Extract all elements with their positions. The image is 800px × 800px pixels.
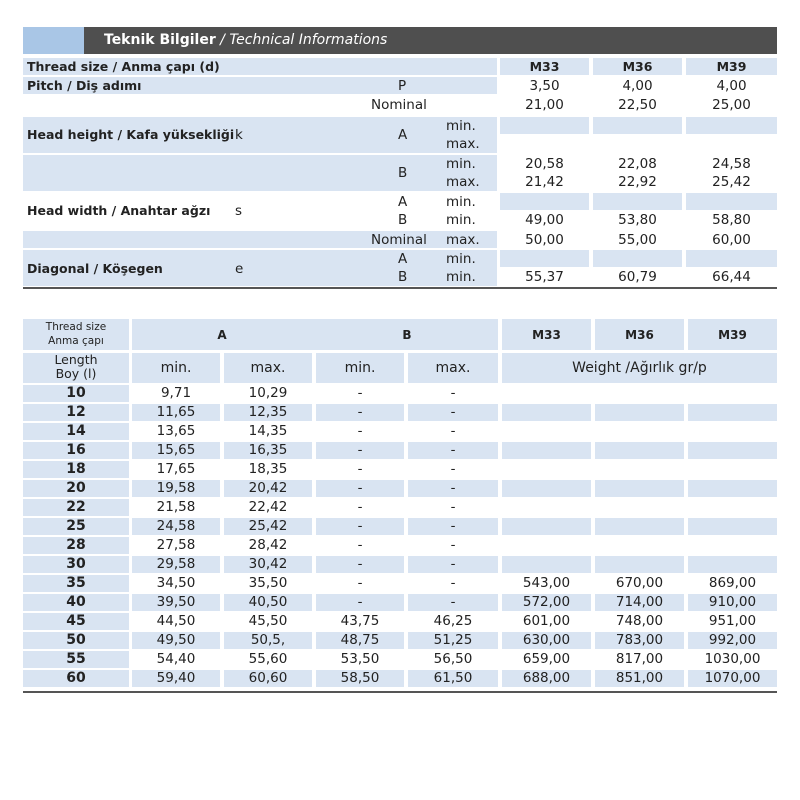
diagonal-label: Diagonal / Köşegen <box>27 261 163 276</box>
table-cell: 48,75 <box>340 632 380 648</box>
max-label: max. <box>446 232 480 248</box>
min-label: min. <box>446 212 476 228</box>
title-en: Technical Informations <box>229 32 388 48</box>
weight-header: Weight /Ağırlık gr/p <box>572 360 707 376</box>
cell-bg <box>688 442 777 459</box>
thread-size-header <box>23 320 129 348</box>
table-cell: - <box>357 537 363 553</box>
table-cell: - <box>357 575 363 591</box>
a-min-header: min. <box>160 360 192 376</box>
table-cell: 17,65 <box>156 461 196 477</box>
head-width-label: Head width / Anahtar ağzı <box>27 203 211 218</box>
table-cell: - <box>357 499 363 515</box>
table-cell: 851,00 <box>615 670 664 686</box>
table-cell: 783,00 <box>615 632 664 648</box>
table-cell: - <box>450 404 456 420</box>
table-cell: - <box>357 556 363 572</box>
table-cell: 29,58 <box>156 556 196 572</box>
length-text: Length <box>54 352 98 367</box>
title-tr: Teknik Bilgiler <box>104 32 216 48</box>
length-value: 22 <box>66 499 86 515</box>
nominal-k-m33: 21,00 <box>525 97 564 113</box>
cell-bg <box>502 518 591 535</box>
table-cell: - <box>450 423 456 439</box>
k-b-min-m36: 22,08 <box>618 156 657 172</box>
length-value: 45 <box>66 613 86 629</box>
table-cell: - <box>450 461 456 477</box>
table-cell: 60,60 <box>248 670 288 686</box>
table2-bottom-rule <box>23 691 777 693</box>
table-cell: 1070,00 <box>704 670 761 686</box>
col-header-m39: M39 <box>718 328 747 342</box>
anma-capi-text: Anma çapı <box>48 335 104 347</box>
table-cell: 20,42 <box>248 480 288 496</box>
length-value: 55 <box>66 651 86 667</box>
nominal-k-label: Nominal <box>371 97 427 113</box>
table-cell: 43,75 <box>340 613 380 629</box>
table-cell: 54,40 <box>156 651 196 667</box>
col-a-header: A <box>217 328 227 342</box>
table-cell: 53,50 <box>340 651 380 667</box>
table-cell: - <box>450 518 456 534</box>
table-cell: - <box>357 594 363 610</box>
cell-bg <box>502 442 591 459</box>
cell-bg <box>688 480 777 497</box>
table-cell: 11,65 <box>156 404 196 420</box>
table-cell: - <box>450 385 456 401</box>
table-cell: 56,50 <box>433 651 473 667</box>
col-b-header: B <box>402 328 412 342</box>
k-b-max-m39: 25,42 <box>712 174 751 190</box>
length-value: 20 <box>66 480 86 496</box>
section-title <box>104 27 387 54</box>
table-cell: 45,50 <box>248 613 288 629</box>
length-value: 10 <box>66 385 86 401</box>
thread-size-text: Thread size <box>45 321 107 333</box>
head-height-label: Head height / Kafa yüksekliği <box>27 127 235 142</box>
table-cell: 50,5, <box>250 632 286 648</box>
grade-a-label: A <box>398 194 408 210</box>
table-cell: - <box>357 423 363 439</box>
s-b-min-m36: 53,80 <box>618 212 657 228</box>
thread-size-label: Thread size / Anma çapı (d) <box>27 59 220 74</box>
col-bg <box>593 193 682 210</box>
head-width-symbol: s <box>235 203 243 219</box>
grade-b-label: B <box>398 165 408 181</box>
length-value: 50 <box>66 632 86 648</box>
min-label: min. <box>446 118 476 134</box>
table-cell: 18,35 <box>248 461 288 477</box>
length-value: 16 <box>66 442 86 458</box>
table-cell: 817,00 <box>615 651 664 667</box>
s-b-min-m33: 49,00 <box>525 212 564 228</box>
row-bg <box>23 155 497 191</box>
table-cell: - <box>450 480 456 496</box>
length-value: 30 <box>66 556 86 572</box>
table-cell: 44,50 <box>156 613 196 629</box>
table-cell: 16,35 <box>248 442 288 458</box>
table-cell: - <box>357 480 363 496</box>
table-cell: 10,29 <box>248 385 288 401</box>
s-max-m33: 50,00 <box>525 232 564 248</box>
table-cell: - <box>357 404 363 420</box>
grade-b-label: B <box>398 269 408 285</box>
table-cell: 28,42 <box>248 537 288 553</box>
cell-bg <box>595 404 684 421</box>
length-value: 35 <box>66 575 86 591</box>
col-bg <box>500 117 589 134</box>
header-accent-swatch <box>23 27 84 54</box>
pitch-m36: 4,00 <box>622 78 653 94</box>
k-b-max-m36: 22,92 <box>618 174 657 190</box>
table-cell: 951,00 <box>708 613 757 629</box>
a-max-header: max. <box>250 360 286 376</box>
table-cell: - <box>450 594 456 610</box>
cell-bg <box>688 404 777 421</box>
col-header-m39: M39 <box>716 59 747 74</box>
col-header-m36: M36 <box>625 328 654 342</box>
table-cell: - <box>357 518 363 534</box>
length-value: 12 <box>66 404 86 420</box>
table-cell: 714,00 <box>615 594 664 610</box>
table-cell: 58,50 <box>340 670 380 686</box>
length-value: 25 <box>66 518 86 534</box>
length-value: 40 <box>66 594 86 610</box>
pitch-m39: 4,00 <box>716 78 747 94</box>
table-cell: 14,35 <box>248 423 288 439</box>
cell-bg <box>502 556 591 573</box>
table-cell: 543,00 <box>522 575 571 591</box>
b-max-header: max. <box>435 360 471 376</box>
col-bg <box>593 117 682 134</box>
k-b-min-m33: 20,58 <box>525 156 564 172</box>
table-cell: 30,42 <box>248 556 288 572</box>
boy-text: Boy (l) <box>55 366 97 381</box>
nominal-k-m39: 25,00 <box>712 97 751 113</box>
s-b-min-m39: 58,80 <box>712 212 751 228</box>
min-label: min. <box>446 194 476 210</box>
min-label: min. <box>446 269 476 285</box>
table-cell: 46,25 <box>433 613 473 629</box>
table-cell: - <box>450 575 456 591</box>
length-header <box>23 353 129 381</box>
pitch-m33: 3,50 <box>529 78 560 94</box>
table-cell: 24,58 <box>156 518 196 534</box>
col-header-m33: M33 <box>529 59 560 74</box>
table-cell: 1030,00 <box>704 651 761 667</box>
table-cell: 51,25 <box>433 632 473 648</box>
k-b-min-m39: 24,58 <box>712 156 751 172</box>
table-cell: 39,50 <box>156 594 196 610</box>
table-cell: 21,58 <box>156 499 196 515</box>
cell-bg <box>595 480 684 497</box>
table-cell: 25,42 <box>248 518 288 534</box>
b-min-header: min. <box>344 360 376 376</box>
col-bg <box>500 250 589 267</box>
col-bg <box>686 250 777 267</box>
length-value: 28 <box>66 537 86 553</box>
cell-bg <box>595 518 684 535</box>
table-cell: - <box>450 442 456 458</box>
table-cell: 9,71 <box>160 385 192 401</box>
table-cell: 910,00 <box>708 594 757 610</box>
table-cell: 992,00 <box>708 632 757 648</box>
title-separator: / <box>215 32 230 48</box>
table-cell: 601,00 <box>522 613 571 629</box>
col-header-m33: M33 <box>532 328 561 342</box>
table-cell: - <box>357 385 363 401</box>
table-cell: 40,50 <box>248 594 288 610</box>
col-bg <box>593 250 682 267</box>
table-cell: 12,35 <box>248 404 288 420</box>
head-height-symbol: k <box>235 127 243 143</box>
length-value: 18 <box>66 461 86 477</box>
table-cell: 15,65 <box>156 442 196 458</box>
e-b-min-m36: 60,79 <box>618 269 657 285</box>
e-b-min-m33: 55,37 <box>525 269 564 285</box>
table-cell: 670,00 <box>615 575 664 591</box>
cell-bg <box>595 442 684 459</box>
table-cell: 688,00 <box>522 670 571 686</box>
table-cell: 630,00 <box>522 632 571 648</box>
max-label: max. <box>446 136 480 152</box>
table-cell: 61,50 <box>433 670 473 686</box>
col-bg <box>686 117 777 134</box>
table-cell: - <box>450 499 456 515</box>
s-max-m39: 60,00 <box>712 232 751 248</box>
length-value: 60 <box>66 670 86 686</box>
min-label: min. <box>446 156 476 172</box>
cell-bg <box>688 556 777 573</box>
table-cell: 49,50 <box>156 632 196 648</box>
col-header-m36: M36 <box>622 59 653 74</box>
length-value: 14 <box>66 423 86 439</box>
cell-bg <box>595 556 684 573</box>
diagonal-symbol: e <box>235 261 244 277</box>
table-cell: 19,58 <box>156 480 196 496</box>
e-b-min-m39: 66,44 <box>712 269 751 285</box>
grade-b-label: B <box>398 212 408 228</box>
table-cell: 35,50 <box>248 575 288 591</box>
col-bg <box>500 193 589 210</box>
table-cell: 869,00 <box>708 575 757 591</box>
pitch-symbol: P <box>398 78 407 94</box>
table-cell: 55,60 <box>248 651 288 667</box>
pitch-label: Pitch / Diş adımı <box>27 78 142 93</box>
grade-a-label: A <box>398 251 408 267</box>
nominal-s-label: Nominal <box>371 232 427 248</box>
table-cell: - <box>450 556 456 572</box>
max-label: max. <box>446 174 480 190</box>
table-cell: 572,00 <box>522 594 571 610</box>
table-cell: 22,42 <box>248 499 288 515</box>
table-cell: 34,50 <box>156 575 196 591</box>
table-cell: - <box>357 442 363 458</box>
k-b-max-m33: 21,42 <box>525 174 564 190</box>
table-cell: 748,00 <box>615 613 664 629</box>
grade-a-label: A <box>398 127 408 143</box>
cell-bg <box>502 480 591 497</box>
cell-bg <box>688 518 777 535</box>
s-max-m36: 55,00 <box>618 232 657 248</box>
min-label: min. <box>446 251 476 267</box>
table-cell: 59,40 <box>156 670 196 686</box>
table1-bottom-rule <box>23 287 777 289</box>
table-cell: - <box>450 537 456 553</box>
table-cell: - <box>357 461 363 477</box>
table-cell: 659,00 <box>522 651 571 667</box>
col-bg <box>686 193 777 210</box>
table-cell: 13,65 <box>156 423 196 439</box>
nominal-k-m36: 22,50 <box>618 97 657 113</box>
table-cell: 27,58 <box>156 537 196 553</box>
cell-bg <box>502 404 591 421</box>
